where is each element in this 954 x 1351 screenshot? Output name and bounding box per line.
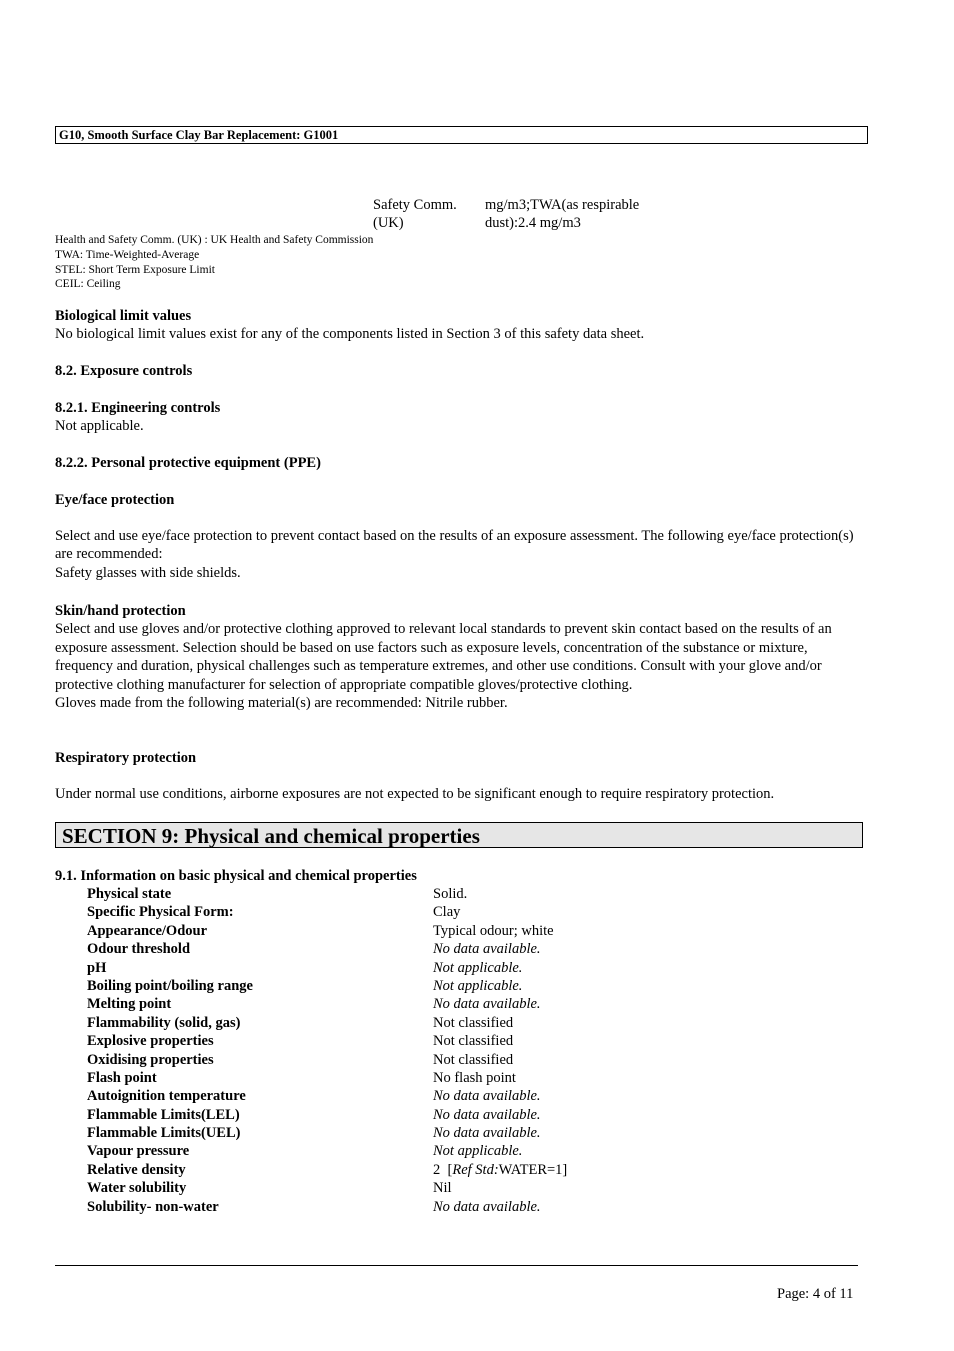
limit-cell: mg/m3;TWA(as respirable dust):2.4 mg/m3	[485, 197, 640, 232]
skin-heading: Skin/hand protection	[55, 603, 186, 619]
biological-text: No biological limit values exist for any of the components listed in Section 3 of this safety data sheet.	[55, 326, 645, 343]
property-row: Specific Physical Form: Clay	[87, 904, 461, 921]
exposure-controls-heading: 8.2. Exposure controls	[55, 363, 193, 379]
engineering-section	[55, 399, 865, 436]
ppe-heading: 8.2.2. Personal protective equipment (PPE)	[55, 455, 321, 471]
eye-section	[55, 527, 865, 582]
page-number: Page: 4 of 11	[777, 1286, 854, 1302]
property-row: Melting point No data available.	[87, 996, 541, 1013]
abbreviations-list	[55, 233, 373, 292]
property-row: Physical state Solid.	[87, 886, 468, 902]
property-row: Autoignition temperature No data available.	[87, 1088, 541, 1105]
section-9-title: SECTION 9: Physical and chemical properties	[55, 822, 863, 848]
section-9-subheading: 9.1. Information on basic physical and chemical properties	[55, 868, 417, 884]
properties-table	[87, 885, 787, 1216]
property-row: Oxidising properties Not classified	[87, 1051, 514, 1068]
property-row: Water solubility Nil	[87, 1180, 452, 1197]
property-row: Vapour pressure Not applicable.	[87, 1143, 523, 1160]
respiratory-text: Under normal use conditions, airborne exposures are not expected to be significant enough to require respiratory protection.	[55, 786, 775, 802]
engineering-heading: 8.2.1. Engineering controls	[55, 400, 221, 416]
engineering-text: Not applicable.	[55, 418, 144, 435]
respiratory-heading: Respiratory protection	[55, 750, 197, 766]
eye-heading: Eye/face protection	[55, 492, 175, 508]
abbreviation: Health and Safety Comm. (UK) : UK Health and Safety Commission	[55, 234, 374, 246]
abbreviation: TWA: Time-Weighted-Average	[55, 248, 200, 261]
biological-heading: Biological limit values	[55, 308, 192, 324]
eye-recommendation: Safety glasses with side shields.	[55, 564, 241, 581]
property-row: Flammability (solid, gas) Not classified	[87, 1014, 514, 1031]
skin-section	[55, 602, 865, 712]
eye-text: Select and use eye/face protection to prevent contact based on the results of an exposure assessment. The following eye/face protection(s) are recommended:	[55, 528, 854, 563]
property-row: Flammable Limits(LEL) No data available.	[87, 1106, 541, 1123]
biological-section	[55, 307, 865, 344]
skin-recommendation: Gloves made from the following material(s) are recommended: Nitrile rubber.	[55, 695, 508, 712]
abbreviation: CEIL: Ceiling	[55, 278, 121, 291]
abbreviation: STEL: Short Term Exposure Limit	[55, 263, 215, 276]
skin-text: Select and use gloves and/or protective clothing approved to relevant local standards to prevent skin contact based on the results of an exposure assessment. Selection should be based on use factors such as exposure levels, concentration of the substance or mixture, frequency and duration, physical challenges such as temperature extremes, and other use conditions. Consult with your glove and/or protective clothing manufacturer for selection of appropriate compatible gloves/protective clothing.	[55, 621, 832, 693]
property-row: Flash point No flash point	[87, 1069, 516, 1086]
footer-divider	[55, 1265, 858, 1266]
property-row: Relative density 2 [Ref Std:WATER=1]	[87, 1161, 568, 1178]
property-row: Flammable Limits(UEL) No data available.	[87, 1125, 541, 1142]
property-row: Explosive properties Not classified	[87, 1033, 514, 1050]
relative-density-value: 2 [Ref Std:WATER=1]	[433, 1161, 568, 1178]
property-row: pH Not applicable.	[87, 959, 523, 976]
agency-cell: Safety Comm. (UK)	[373, 197, 457, 232]
document-header: G10, Smooth Surface Clay Bar Replacement: G1001	[55, 126, 868, 144]
property-row: Boiling point/boiling range Not applicable.	[87, 977, 523, 994]
property-row: Solubility- non-water No data available.	[87, 1198, 541, 1215]
property-row: Appearance/Odour Typical odour; white	[87, 922, 554, 939]
property-row: Odour threshold No data available.	[87, 941, 541, 958]
